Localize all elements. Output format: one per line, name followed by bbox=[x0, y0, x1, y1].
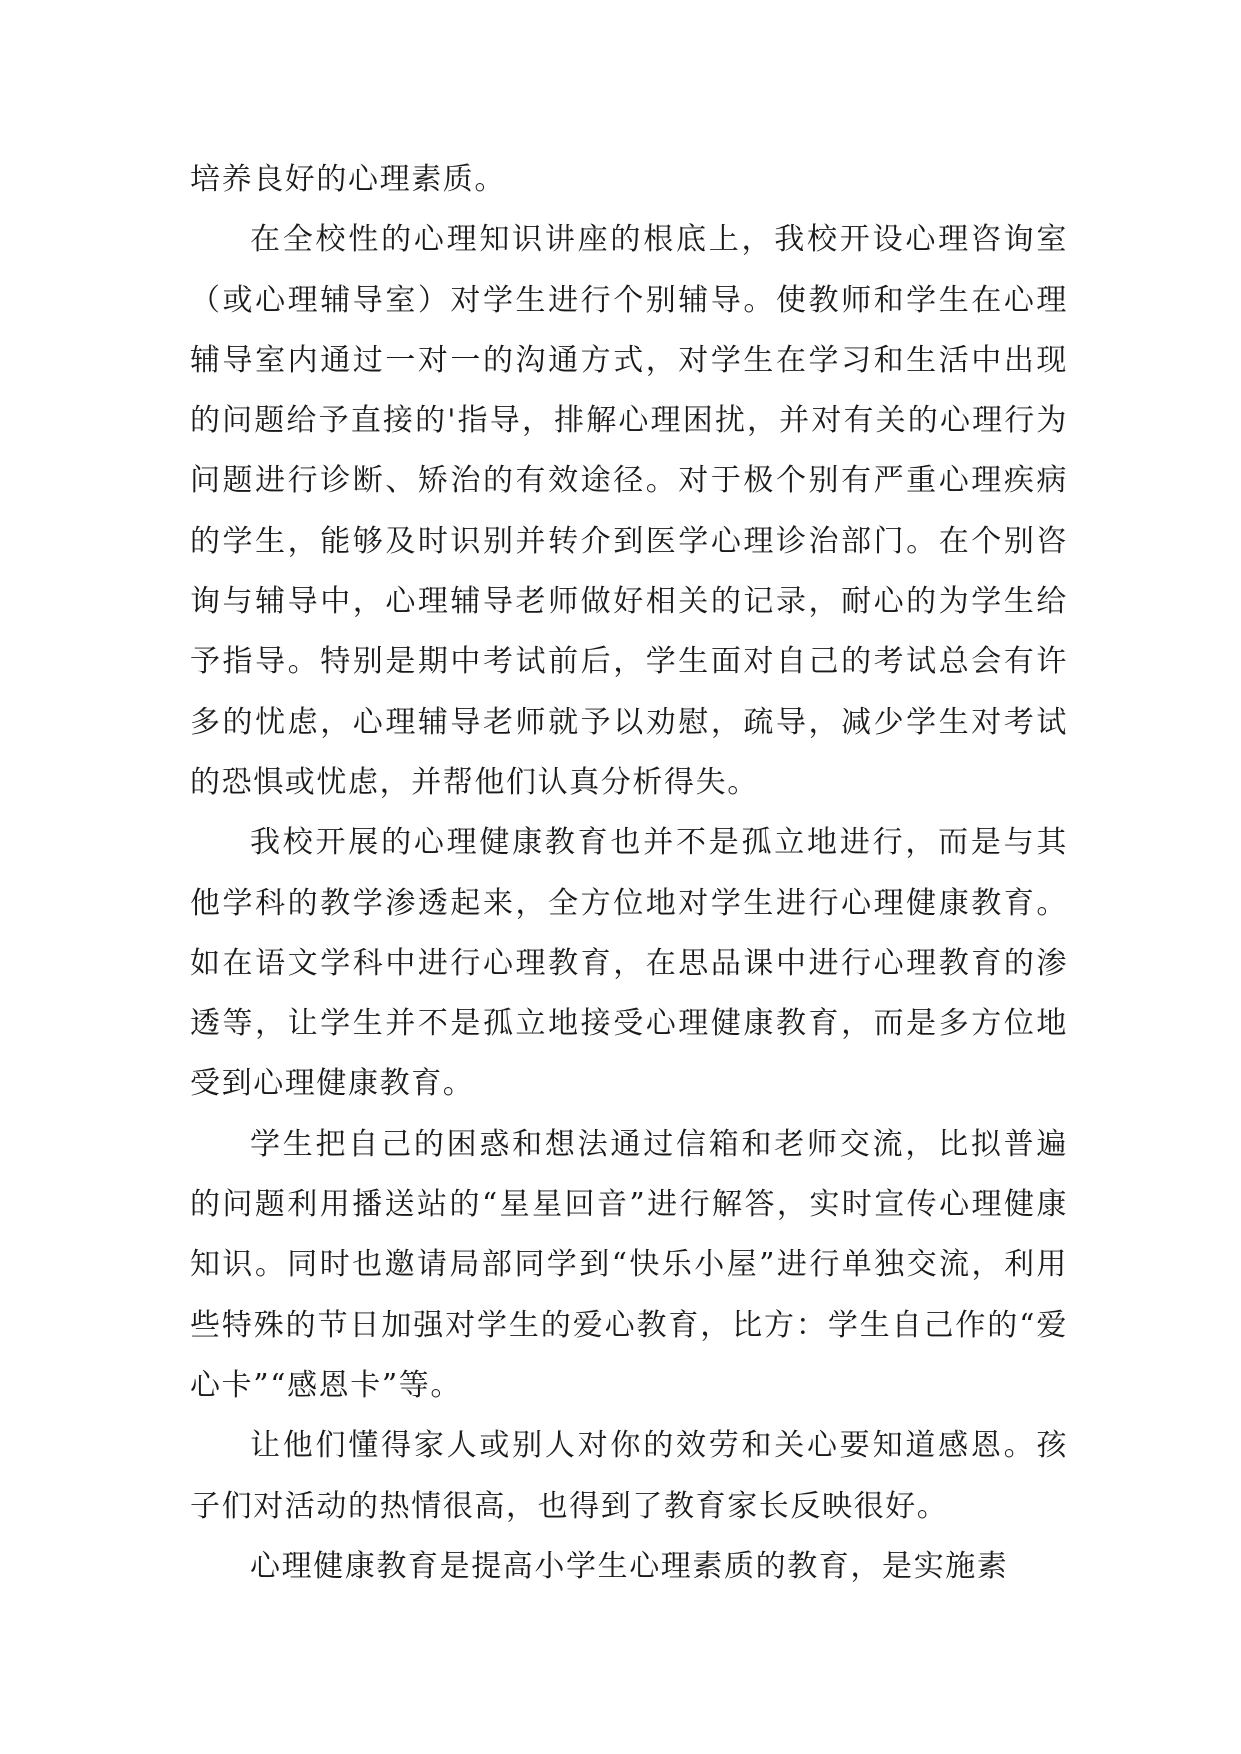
paragraph-mailbox-broadcast: 学生把自己的困惑和想法通过信箱和老师交流，比拟普遍的问题利用播送站的“星星回音”进行解答，实时宣传心理健康知识。同时也邀请局部同学到“快乐小屋”进行单独交流，利用些特殊的节日加强对学生的爱心教育，比方：学生自己作的“爱心卡”“感恩卡”等。 bbox=[190, 1126, 1068, 1403]
document-body bbox=[190, 150, 1068, 1597]
paragraph-continuation: 培养良好的心理素质。 bbox=[190, 162, 506, 197]
paragraph-conclusion: 心理健康教育是提高小学生心理素质的教育，是实施素 bbox=[250, 1548, 1009, 1584]
paragraph-subject-integration: 我校开展的心理健康教育也并不是孤立地进行，而是与其他学科的教学渗透起来，全方位地对学生进行心理健康教育。如在语文学科中进行心理教育，在思品课中进行心理教育的渗透等，让学生并不是孤立地接受心理健康教育，而是多方位地受到心理健康教育。 bbox=[190, 825, 1068, 1102]
paragraph-counseling-room: 在全校性的心理知识讲座的根底上，我校开设心理咨询室（或心理辅导室）对学生进行个别辅导。使教师和学生在心理辅导室内通过一对一的沟通方式，对学生在学习和生活中出现的问题给予直接的'指导，排解心理困扰，并对有关的心理行为问题进行诊断、矫治的有效途径。对于极个别有严重心理疾病的学生，能够及时识别并转介到医学心理诊治部门。在个别咨询与辅导中，心理辅导老师做好相关的记录，耐心的为学生给予指导。特别是期中考试前后，学生面对自己的考试总会有许多的忧虑，心理辅导老师就予以劝慰，疏导，减少学生对考试的恐惧或忧虑，并帮他们认真分析得失。 bbox=[190, 222, 1068, 800]
paragraph-gratitude: 让他们懂得家人或别人对你的效劳和关心要知道感恩。孩子们对活动的热情很高，也得到了教育家长反映很好。 bbox=[190, 1428, 1068, 1524]
